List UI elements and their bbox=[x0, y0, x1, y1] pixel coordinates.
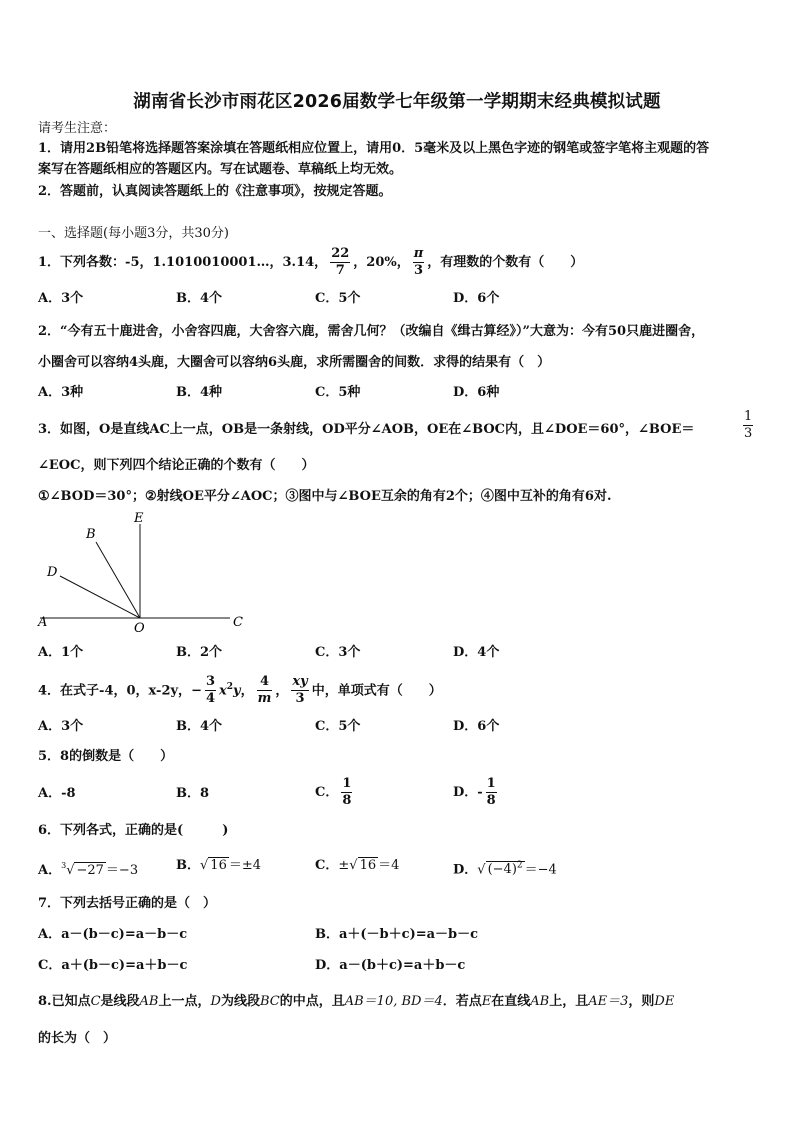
q6-opt-a-radicand: −27 bbox=[76, 863, 104, 878]
q6-opt-a-rest: ＝−3 bbox=[105, 863, 139, 878]
q8-t1: 8.已知点 bbox=[38, 994, 91, 1009]
q6-opt-c-radicand: 16 bbox=[359, 858, 377, 873]
q8-point-e: E bbox=[481, 994, 492, 1009]
q1-fraction-pi-3 bbox=[413, 247, 425, 278]
label-b: B bbox=[86, 527, 96, 542]
q4-option-d: D．6个 bbox=[453, 719, 500, 734]
question-4 bbox=[38, 667, 442, 711]
q6-opt-a-radical-sign: √ bbox=[66, 863, 75, 878]
q4-f3-den: 3 bbox=[295, 691, 305, 707]
q6-opt-c-pre: ± bbox=[338, 858, 350, 873]
q8-t2: 是线段 bbox=[100, 994, 140, 1009]
q5-text: 5．8的倒数是（ ） bbox=[38, 749, 174, 764]
notice-item-1-line-1: 1．请用2B铅笔将选择题答案涂填在答题纸相应位置上，请用0．5毫米及以上黑色字迹的钢笔或签字笔将主观题的答 bbox=[38, 141, 710, 156]
q3-option-d: D．4个 bbox=[453, 645, 500, 660]
q6-opt-c-rest: ＝4 bbox=[378, 858, 400, 873]
q7-text: 7．下列去括号正确的是（ ） bbox=[38, 896, 217, 911]
q4-m1-var: x bbox=[219, 683, 227, 699]
notice-heading: 请考生注意： bbox=[38, 121, 117, 136]
q5-opt-d-num: 1 bbox=[486, 776, 496, 791]
q5-option-c bbox=[315, 774, 355, 812]
q1-f2-den: 3 bbox=[414, 263, 424, 278]
q3-line-1: 3．如图，O是直线AC上一点，OB是一条射线，OD平分∠AOB，OE在∠BOC内，且∠DOE＝60°，∠BOE＝ bbox=[38, 422, 695, 437]
q6-opt-c-radical-sign: √ bbox=[349, 858, 358, 873]
q4-f2-den: m bbox=[257, 691, 272, 707]
q1-option-a: A．3个 bbox=[38, 291, 84, 306]
q8-t5: 的中点，且 bbox=[279, 994, 345, 1009]
q5-opt-d-label: D．- bbox=[453, 785, 483, 800]
q5-option-d bbox=[453, 774, 500, 812]
q6-option-a bbox=[38, 858, 138, 879]
q7-option-a: A．a－(b－c)=a－b－c bbox=[38, 927, 188, 942]
q1-f1-den: 7 bbox=[335, 263, 345, 278]
q6-opt-b-rest: ＝±4 bbox=[228, 858, 262, 873]
page-title: 湖南省长沙市雨花区2026届数学七年级第一学期期末经典模拟试题 bbox=[133, 92, 661, 112]
q5-opt-d-den: 8 bbox=[486, 793, 496, 808]
q8-line-2: 的长为（ ） bbox=[38, 1031, 117, 1046]
q4-f3-num: xy bbox=[292, 674, 308, 690]
q3-frac-den: 3 bbox=[744, 426, 753, 441]
q8-t9: ，则 bbox=[628, 994, 655, 1009]
q2-option-a: A．3种 bbox=[38, 385, 84, 400]
q1-option-d: D．6个 bbox=[453, 291, 500, 306]
q6-opt-d-label: D． bbox=[453, 862, 478, 878]
q8-point-c: C bbox=[90, 994, 101, 1009]
notice-item-1-line-2: 案写在答题纸相应的答题区内。写在试题卷、草稿纸上均无效。 bbox=[38, 162, 403, 177]
question-1 bbox=[38, 244, 583, 282]
section-heading: 一、选择题(每小题3分，共30分) bbox=[38, 226, 229, 241]
q8-line-ab: AB bbox=[530, 994, 550, 1009]
q2-line-1: 2．“今有五十鹿进舍，小舍容四鹿，大舍容六鹿，需舍几何？（改编自《缉古算经》）”大意为：今有50只鹿进圈舍， bbox=[38, 324, 705, 339]
q8-line-1 bbox=[38, 994, 674, 1010]
q4-option-a: A．3个 bbox=[38, 719, 84, 734]
q8-t6: ．若点 bbox=[442, 994, 482, 1009]
q5-opt-d-fraction bbox=[486, 777, 497, 808]
q3-line-3: ①∠BOD＝30°；②射线OE平分∠AOC；③图中与∠BOE互余的角有2个；④图中互补的角有6对. bbox=[38, 489, 612, 504]
q8-t8: 上，且 bbox=[549, 994, 589, 1009]
q8-t4: 为线段 bbox=[220, 994, 260, 1009]
q7-option-c: C．a＋(b－c)=a＋b－c bbox=[38, 958, 188, 973]
q4-text-a: 4．在式子-4，0，x-2y， bbox=[38, 683, 192, 699]
q7-option-b: B．a＋(－b＋c)=a－b－c bbox=[315, 927, 479, 942]
q4-m1-exp: 2 bbox=[226, 682, 234, 692]
q4-sep1: ， bbox=[240, 683, 254, 699]
q3-option-c: C．3个 bbox=[315, 645, 361, 660]
q4-fraction-3-4 bbox=[205, 675, 216, 706]
q6-opt-b-radical-sign: √ bbox=[200, 858, 209, 873]
q4-fraction-4-m bbox=[257, 675, 273, 706]
q1-f2-num: π bbox=[413, 246, 424, 261]
q2-option-d: D．6种 bbox=[453, 385, 500, 400]
q8-segment-ab: AB bbox=[139, 994, 159, 1009]
q4-m1-var2: y bbox=[233, 683, 241, 699]
q4-fraction-xy-3 bbox=[291, 675, 308, 706]
q8-segment-bc: BC bbox=[259, 994, 280, 1009]
q5-opt-c-den: 8 bbox=[342, 793, 352, 808]
q1-option-b: B．4个 bbox=[176, 291, 223, 306]
q3-fraction-1-3 bbox=[743, 410, 753, 441]
q2-option-c: C．5种 bbox=[315, 385, 361, 400]
label-o: O bbox=[134, 621, 145, 636]
q4-m1-den: 4 bbox=[205, 691, 216, 707]
q6-opt-a-label: A． bbox=[38, 863, 62, 878]
q6-opt-b-radicand: 16 bbox=[210, 858, 227, 873]
q7-option-d: D．a－(b＋c)=a＋b－c bbox=[315, 958, 466, 973]
q4-text-b: 中，单项式有（ ） bbox=[311, 683, 442, 699]
q1-text-b: ，有理数的个数有（ ） bbox=[427, 255, 584, 270]
q6-opt-c-label: C． bbox=[315, 858, 339, 873]
q3-option-a: A．1个 bbox=[38, 645, 84, 660]
label-d: D bbox=[47, 565, 58, 580]
q8-segment-de: DE bbox=[654, 994, 675, 1009]
notice-item-2: 2．答题前，认真阅读答题纸上的《注意事项》，按规定答题。 bbox=[38, 184, 392, 199]
q1-sep1: ， bbox=[353, 255, 367, 270]
q6-opt-b-label: B． bbox=[176, 858, 200, 873]
q3-option-b: B．2个 bbox=[176, 645, 223, 660]
q1-percent: 20% bbox=[366, 255, 397, 270]
q1-f1-num: 22 bbox=[331, 246, 350, 261]
q6-opt-d-rest: ＝−4 bbox=[524, 862, 557, 878]
q4-option-b: B．4个 bbox=[176, 719, 223, 734]
q8-t7: 在直线 bbox=[491, 994, 531, 1009]
q1-text-a: 1．下列各数：-5，1.1010010001…，3.14， bbox=[38, 255, 328, 270]
q6-option-b bbox=[176, 858, 261, 874]
q5-option-b: B．8 bbox=[176, 786, 210, 801]
label-c: C bbox=[233, 615, 243, 630]
q4-m1-num: 3 bbox=[205, 674, 216, 690]
q2-line-2: 小圈舍可以容纳4头鹿，大圈舍可以容纳6头鹿，求所需圈舍的间数．求得的结果有（ ） bbox=[38, 355, 551, 370]
q8-point-d: D bbox=[210, 994, 221, 1009]
q6-opt-d-exp: 2 bbox=[516, 861, 523, 871]
q4-sep2: ， bbox=[275, 683, 289, 699]
q4-m1-sign: − bbox=[191, 683, 202, 699]
q6-option-c bbox=[315, 858, 399, 874]
q2-option-b: B．4种 bbox=[176, 385, 223, 400]
angle-figure bbox=[30, 508, 260, 638]
q5-opt-c-num: 1 bbox=[342, 776, 352, 791]
q1-option-c: C．5个 bbox=[315, 291, 361, 306]
q8-equation-1: AB＝10, BD＝4 bbox=[344, 994, 443, 1009]
q5-opt-c-fraction bbox=[341, 777, 352, 808]
q4-f2-num: 4 bbox=[257, 675, 273, 691]
q5-opt-c-label: C． bbox=[315, 785, 339, 800]
q1-fraction-22-7 bbox=[330, 247, 350, 278]
q6-text: 6．下列各式，正确的是( ) bbox=[38, 823, 229, 838]
q4-option-c: C．5个 bbox=[315, 719, 361, 734]
q6-opt-d-radicand bbox=[486, 861, 525, 877]
label-a: A bbox=[38, 615, 48, 630]
q6-opt-d-radical-sign: √ bbox=[477, 862, 486, 878]
q3-line-2: ∠EOC，则下列四个结论正确的个数有（ ） bbox=[38, 458, 315, 473]
label-e: E bbox=[134, 511, 144, 526]
q6-opt-d-base: (−4) bbox=[487, 862, 517, 878]
q1-sep2: ， bbox=[396, 255, 410, 270]
q6-opt-a-index: 3 bbox=[61, 861, 67, 870]
q3-frac-num: 1 bbox=[744, 409, 753, 424]
q8-t3: 上一点， bbox=[158, 994, 211, 1009]
q8-equation-2: AE＝3 bbox=[588, 994, 629, 1009]
q5-option-a: A．-8 bbox=[38, 786, 76, 801]
q6-option-d bbox=[453, 858, 557, 878]
